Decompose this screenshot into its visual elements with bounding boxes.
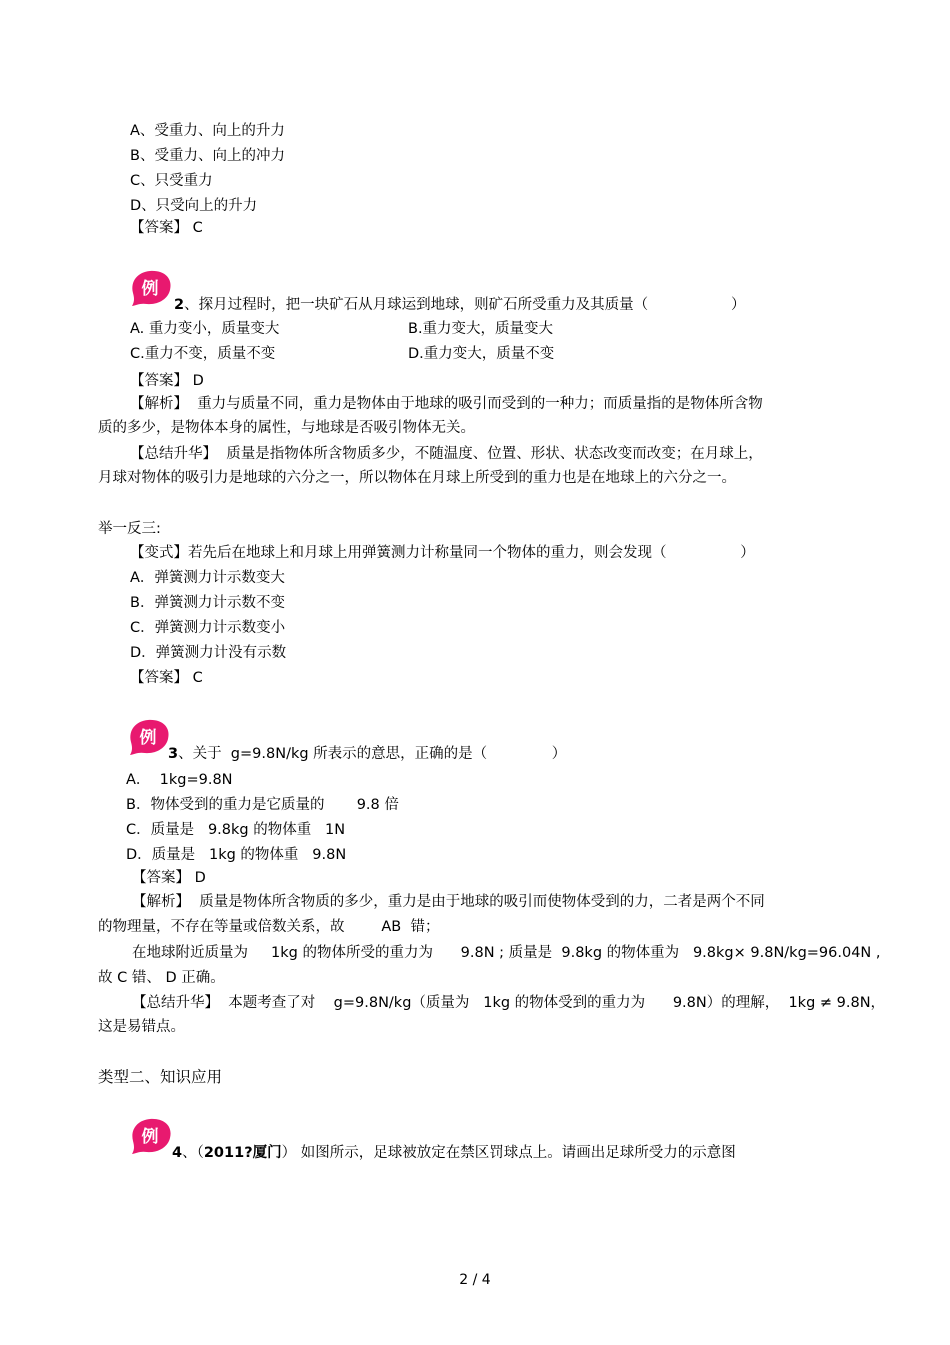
- page-number: 2 / 4: [459, 1272, 491, 1288]
- badge-char: 例: [141, 279, 159, 299]
- q1-answer: 【答案】 C: [130, 220, 203, 236]
- variant-option-c: C．弹簧测力计示数变小: [130, 620, 286, 636]
- q1-option-c: C、只受重力: [130, 173, 213, 189]
- ex2-option-b: B.重力变大，质量变大: [408, 321, 554, 337]
- ex2-option-c: C.重力不变，质量不变: [130, 346, 276, 362]
- badge-char: 例: [141, 1127, 159, 1147]
- ex2-analysis-line-1: 【解析】 重力与质量不同，重力是物体由于地球的吸引而受到的一种力；而质量指的是物体所含物: [130, 396, 763, 412]
- example-2-stem: [174, 296, 746, 314]
- variant-stem: 【变式】若先后在地球上和月球上用弹簧测力计称量同一个物体的重力，则会发现（ ）: [130, 545, 755, 561]
- example-number: 2: [174, 297, 185, 313]
- example-stem-text: 、探月过程时，把一块矿石从月球运到地球，则矿石所受重力及其质量（ ）: [184, 297, 746, 313]
- badge-char: 例: [139, 728, 157, 748]
- ex3-summary-line-1: 【总结升华】 本题考查了对 g=9.8N/kg（质量为 1kg 的物体受到的重力为 9.8N）的理解， 1kg ≠ 9.8N，: [132, 995, 886, 1011]
- example-badge-icon: [128, 268, 174, 308]
- q1-option-d: D、只受向上的升力: [130, 198, 258, 214]
- ex2-analysis-line-2: 质的多少，是物体本身的属性，与地球是否吸引物体无关。: [98, 420, 475, 436]
- ex3-option-b: B．物体受到的重力是它质量的 9.8 倍: [126, 797, 399, 813]
- ex2-summary-line-2: 月球对物体的吸引力是地球的六分之一，所以物体在月球上所受到的重力也是在地球上的六分之一。: [98, 470, 736, 486]
- ex3-answer: 【答案】 D: [132, 870, 206, 886]
- ex2-option-a: A. 重力变小，质量变大: [130, 321, 280, 337]
- ex3-option-d: D．质量是 1kg 的物体重 9.8N: [126, 847, 347, 863]
- variant-option-d: D．弹簧测力计没有示数: [130, 645, 287, 661]
- ex2-summary-line-1: 【总结升华】 质量是指物体所含物质多少，不随温度、位置、形状、状态改变而改变；在月球上，: [130, 446, 763, 462]
- variant-option-b: B．弹簧测力计示数不变: [130, 595, 285, 611]
- variant-answer: 【答案】 C: [130, 670, 203, 686]
- example-number: 3: [168, 746, 179, 762]
- variant-heading: 举一反三:: [98, 521, 161, 537]
- ex2-option-d: D.重力变大，质量不变: [408, 346, 555, 362]
- q1-option-b: B、受重力、向上的冲力: [130, 148, 285, 164]
- q1-option-a: A、受重力、向上的升力: [130, 123, 285, 139]
- ex3-analysis-line-1: 【解析】 质量是物体所含物质的多少，重力是由于地球的吸引而使物体受到的力，二者是两个不同: [132, 894, 765, 910]
- example-source: 2011?厦门: [203, 1145, 282, 1161]
- variant-option-a: A．弹簧测力计示数变大: [130, 570, 285, 586]
- ex3-option-a: A． 1kg=9.8N: [126, 772, 233, 788]
- example-stem-text: 、关于 g=9.8N/kg 所表示的意思，正确的是（ ）: [178, 746, 567, 762]
- example-stem-prefix: 、（: [182, 1145, 204, 1161]
- example-4-stem: [172, 1144, 736, 1162]
- example-badge-icon: [128, 1116, 174, 1156]
- section-heading-type2: 类型二、知识应用: [98, 1068, 223, 1086]
- example-stem-text: ） 如图所示，足球被放定在禁区罚球点上。请画出足球所受力的示意图: [281, 1145, 736, 1161]
- ex3-analysis-line-3: 在地球附近质量为 1kg 的物体所受的重力为 9.8N ; 质量是 9.8kg 的物体重为 9.8kg× 9.8N/kg=96.04N ,: [132, 945, 881, 961]
- ex3-summary-line-2: 这是易错点。: [98, 1019, 185, 1035]
- ex3-option-c: C．质量是 9.8kg 的物体重 1N: [126, 822, 346, 838]
- example-number: 4: [172, 1145, 183, 1161]
- ex3-analysis-line-4: 故 C 错、 D 正确。: [98, 970, 225, 986]
- example-badge-icon: [126, 717, 172, 757]
- ex3-analysis-line-2: 的物理量，不存在等量或倍数关系，故 AB 错；: [98, 919, 440, 935]
- ex2-answer: 【答案】 D: [130, 373, 204, 389]
- example-3-stem: [168, 745, 566, 763]
